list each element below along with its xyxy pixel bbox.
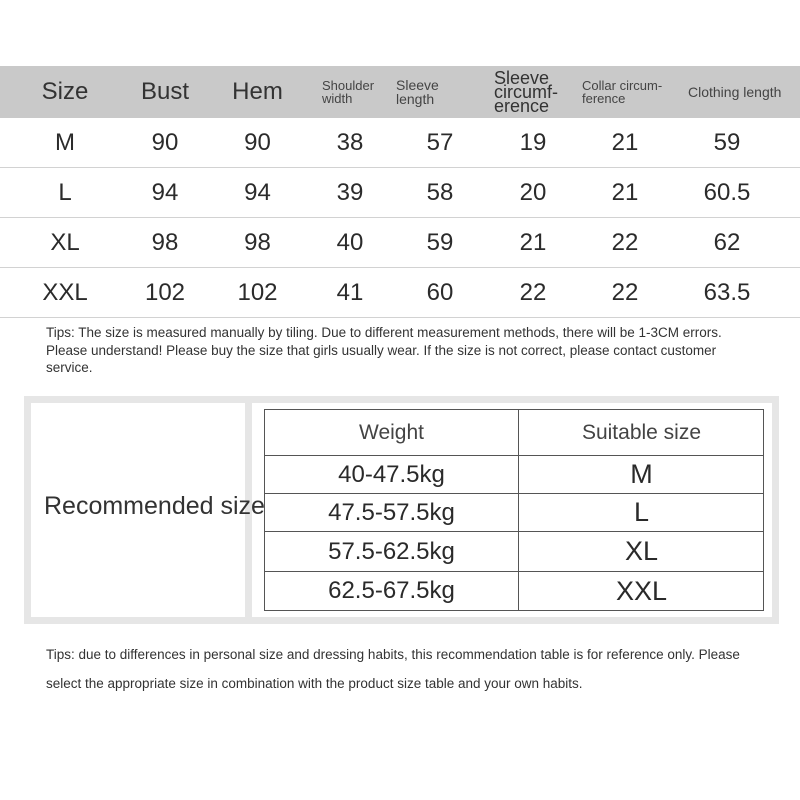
table-row xyxy=(265,456,763,494)
size-table-header xyxy=(0,66,800,118)
table-row xyxy=(265,532,763,572)
cell-size: XXL xyxy=(42,278,88,306)
cell-collar: 21 xyxy=(611,128,639,156)
recommended-size-title: Recommended size xyxy=(44,492,265,520)
cell-bust: 102 xyxy=(144,278,186,306)
header-sleeve-circumference: Sleeve circumf-erence xyxy=(494,68,558,116)
cell-weight: 40-47.5kg xyxy=(338,460,445,488)
table-row xyxy=(0,168,800,218)
header-shoulder-width: Shoulder width xyxy=(322,78,375,106)
cell-sleeve-length: 57 xyxy=(426,128,454,156)
cell-clothing-length: 62 xyxy=(713,228,741,256)
cell-weight: 57.5-62.5kg xyxy=(328,537,455,565)
cell-size: XL xyxy=(50,228,80,256)
cell-sleeve-length: 58 xyxy=(426,178,454,206)
cell-sleeve-circumference: 22 xyxy=(519,278,547,306)
cell-size: M xyxy=(55,128,75,156)
cell-bust: 98 xyxy=(151,228,179,256)
cell-collar: 22 xyxy=(611,228,639,256)
table-row xyxy=(265,494,763,532)
header-weight: Weight xyxy=(359,420,424,444)
recommendation-tips-text: Tips: due to differences in personal size and dressing habits, this recommendation table is for reference only. Please select the appropriate size in combination with the product size table and your own habits. xyxy=(46,647,740,691)
size-tips-text: Tips: The size is measured manually by tiling. Due to different measurement methods, there will be 1-3CM errors. Please understand! Please buy the size that girls usually wear. If the size is not correct, please contact customer service. xyxy=(46,325,722,375)
cell-shoulder: 38 xyxy=(336,128,364,156)
cell-size: L xyxy=(58,178,72,206)
table-row xyxy=(0,268,800,318)
header-sleeve-length: Sleeve length xyxy=(396,77,439,107)
cell-suitable-size: XL xyxy=(624,536,659,566)
cell-sleeve-circumference: 20 xyxy=(519,178,547,206)
cell-sleeve-length: 60 xyxy=(426,278,454,306)
header-hem: Hem xyxy=(232,78,283,105)
cell-bust: 90 xyxy=(151,128,179,156)
cell-bust: 94 xyxy=(151,178,179,206)
recommended-size-panel xyxy=(24,396,779,624)
cell-weight: 47.5-57.5kg xyxy=(328,498,455,526)
cell-suitable-size: XXL xyxy=(615,575,668,606)
weight-table-header xyxy=(265,410,763,456)
cell-hem: 102 xyxy=(237,278,278,306)
cell-clothing-length: 59 xyxy=(713,128,741,156)
cell-clothing-length: 60.5 xyxy=(703,178,751,206)
cell-clothing-length: 63.5 xyxy=(703,278,751,306)
cell-sleeve-circumference: 19 xyxy=(519,128,547,156)
cell-hem: 94 xyxy=(244,178,271,206)
header-size: Size xyxy=(41,78,89,105)
table-row xyxy=(265,572,763,610)
header-suitable-size: Suitable size xyxy=(581,420,702,444)
cell-weight: 62.5-67.5kg xyxy=(328,577,455,604)
header-bust: Bust xyxy=(140,78,190,105)
cell-hem: 90 xyxy=(244,128,271,156)
weight-size-table xyxy=(264,409,764,611)
cell-shoulder: 41 xyxy=(336,278,364,306)
cell-sleeve-circumference: 21 xyxy=(519,228,547,256)
cell-collar: 22 xyxy=(611,278,639,306)
header-collar-circumference: Collar circum-ference xyxy=(582,78,663,106)
table-row xyxy=(0,218,800,268)
cell-collar: 21 xyxy=(611,178,639,206)
cell-shoulder: 39 xyxy=(336,178,364,206)
cell-shoulder: 40 xyxy=(336,228,364,256)
cell-suitable-size: M xyxy=(630,459,653,489)
cell-hem: 98 xyxy=(244,228,271,256)
cell-suitable-size: L xyxy=(633,497,650,527)
cell-sleeve-length: 59 xyxy=(426,228,454,256)
size-table xyxy=(0,66,800,318)
header-clothing-length: Clothing length xyxy=(688,84,782,100)
table-row xyxy=(0,118,800,168)
